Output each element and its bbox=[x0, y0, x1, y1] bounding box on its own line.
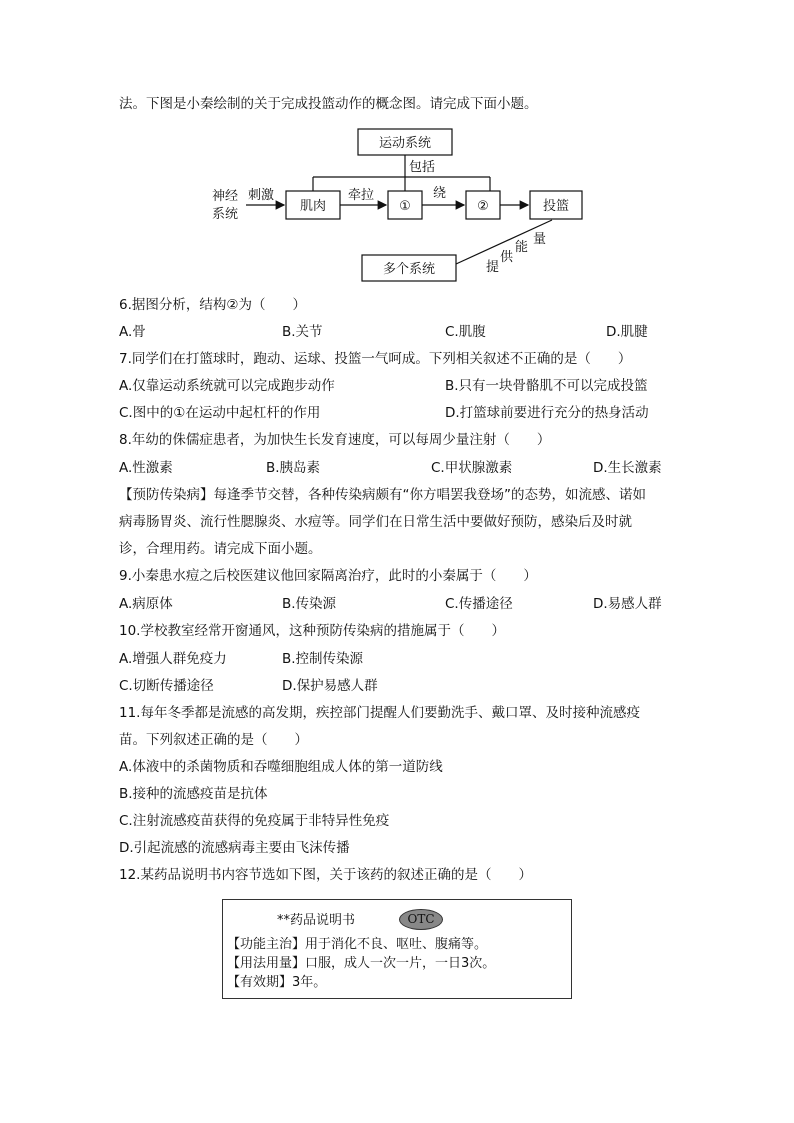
q6-option-b: B.关节 bbox=[282, 324, 323, 340]
energy-char-1: 提 bbox=[486, 260, 500, 275]
q8-stem: 8.年幼的侏儒症患者，为加快生长发育速度，可以每周少量注射（ ） bbox=[119, 432, 551, 448]
q9-option-b: B.传染源 bbox=[282, 596, 337, 612]
q7-option-a: A.仅靠运动系统就可以完成跑步动作 bbox=[119, 378, 335, 394]
energy-char-2: 供 bbox=[500, 250, 514, 265]
q9-option-a: A.病原体 bbox=[119, 596, 173, 612]
label-pull: 牵拉 bbox=[348, 188, 375, 203]
label-multi-system: 多个系统 bbox=[382, 262, 436, 277]
q6-option-a: A.骨 bbox=[119, 324, 146, 340]
medicine-leaflet bbox=[222, 899, 572, 999]
q7-option-c: C.图中的①在运动中起杠杆的作用 bbox=[119, 405, 321, 421]
label-nerve-2: 系统 bbox=[212, 207, 239, 222]
q11-option-d: D.引起流感的流感病毒主要由飞沫传播 bbox=[119, 840, 350, 856]
prevent-intro-line-1: 【预防传染病】每逢季节交替，各种传染病颇有“你方唱罢我登场”的态势，如流感、诺如 bbox=[119, 487, 646, 503]
energy-char-3: 能 bbox=[515, 240, 529, 255]
otc-badge: OTC bbox=[399, 909, 443, 930]
q10-option-d: D.保护易感人群 bbox=[282, 678, 378, 694]
label-includes: 包括 bbox=[409, 160, 436, 175]
label-muscle: 肌肉 bbox=[299, 199, 327, 214]
prevent-intro-line-2: 病毒肠胃炎、流行性腮腺炎、水痘等。同学们在日常生活中要做好预防，感染后及时就 bbox=[119, 514, 632, 530]
q11-option-c: C.注射流感疫苗获得的免疫属于非特异性免疫 bbox=[119, 813, 390, 829]
label-motor-system: 运动系统 bbox=[378, 136, 432, 151]
q10-stem: 10.学校教室经常开窗通风，这种预防传染病的措施属于（ ） bbox=[119, 623, 505, 639]
prevent-intro-line-3: 诊，合理用药。请完成下面小题。 bbox=[119, 541, 322, 557]
q11-stem-line-1: 11.每年冬季都是流感的高发期，疾控部门提醒人们要勤洗手、戴口罩、及时接种流感疫 bbox=[119, 705, 640, 721]
q8-option-a: A.性激素 bbox=[119, 460, 173, 476]
q6-option-c: C.肌腹 bbox=[445, 324, 486, 340]
q7-stem: 7.同学们在打篮球时，跑动、运球、投篮一气呵成。下列相关叙述不正确的是（ ） bbox=[119, 351, 632, 367]
q12-stem: 12.某药品说明书内容节选如下图，关于该药的叙述正确的是（ ） bbox=[119, 867, 532, 883]
leaflet-title: **药品说明书 bbox=[277, 913, 356, 928]
energy-char-4: 量 bbox=[533, 232, 547, 247]
q10-option-b: B.控制传染源 bbox=[282, 651, 364, 667]
q11-option-a: A.体液中的杀菌物质和吞噬细胞组成人体的第一道防线 bbox=[119, 759, 443, 775]
q6-option-d: D.肌腱 bbox=[606, 324, 648, 340]
q9-stem: 9.小秦患水痘之后校医建议他回家隔离治疗，此时的小秦属于（ ） bbox=[119, 568, 537, 584]
q11-stem-line-2: 苗。下列叙述正确的是（ ） bbox=[119, 732, 308, 748]
intro-text: 法。下图是小秦绘制的关于完成投篮动作的概念图。请完成下面小题。 bbox=[119, 96, 538, 112]
label-nerve-1: 神经 bbox=[212, 189, 239, 204]
q6-stem: 6.据图分析，结构②为（ ） bbox=[119, 297, 306, 313]
q9-option-c: C.传播途径 bbox=[445, 596, 513, 612]
q7-option-d: D.打篮球前要进行充分的热身活动 bbox=[445, 405, 649, 421]
concept-map bbox=[200, 125, 600, 285]
leaflet-line-3: 【有效期】3年。 bbox=[227, 975, 327, 990]
label-node-1: ① bbox=[399, 199, 411, 214]
q8-option-d: D.生长激素 bbox=[593, 460, 662, 476]
q11-option-b: B.接种的流感疫苗是抗体 bbox=[119, 786, 268, 802]
q8-option-c: C.甲状腺激素 bbox=[431, 460, 513, 476]
label-around: 绕 bbox=[433, 186, 447, 201]
label-stimulate: 刺激 bbox=[248, 188, 275, 203]
q8-option-b: B.胰岛素 bbox=[266, 460, 321, 476]
leaflet-line-1: 【功能主治】用于消化不良、呕吐、腹痛等。 bbox=[227, 937, 488, 952]
q10-option-c: C.切断传播途径 bbox=[119, 678, 214, 694]
q7-option-b: B.只有一块骨骼肌不可以完成投篮 bbox=[445, 378, 648, 394]
label-node-2: ② bbox=[477, 199, 489, 214]
label-shoot: 投篮 bbox=[542, 199, 570, 214]
q9-option-d: D.易感人群 bbox=[593, 596, 662, 612]
q10-option-a: A.增强人群免疫力 bbox=[119, 651, 227, 667]
leaflet-line-2: 【用法用量】口服，成人一次一片，一日3次。 bbox=[227, 956, 496, 971]
